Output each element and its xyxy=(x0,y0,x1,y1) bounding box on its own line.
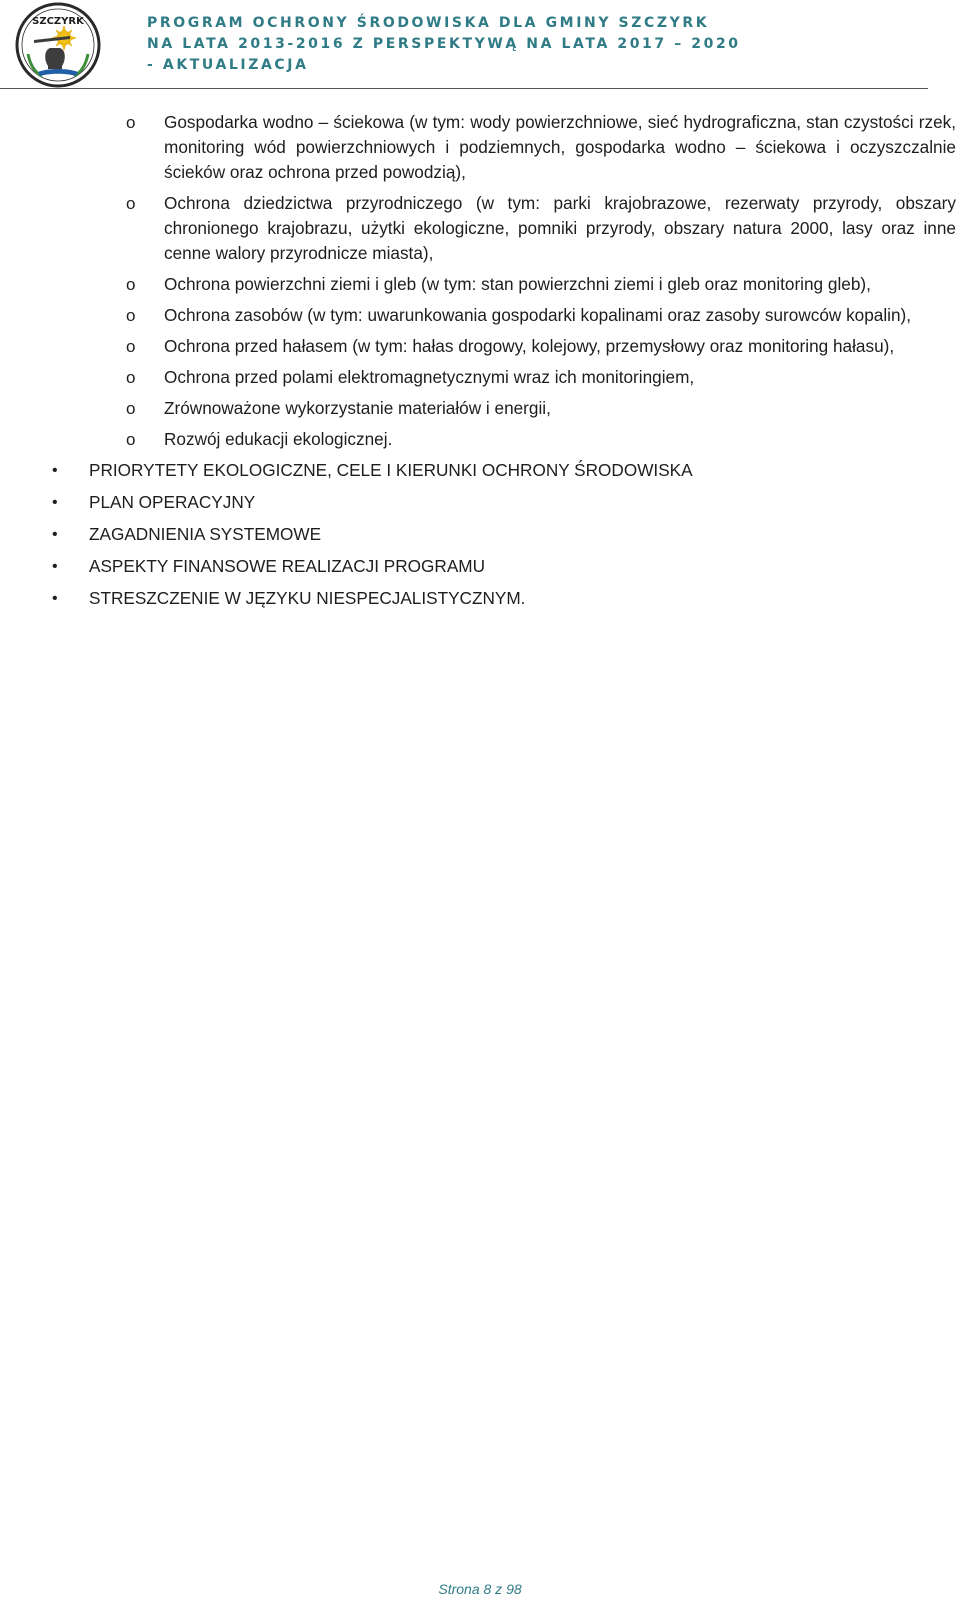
circle-bullet-icon: o xyxy=(126,306,136,325)
list-item-text: Ochrona przed polami elektromagnetycznymi wraz ich monitoringiem, xyxy=(164,367,695,387)
list-item xyxy=(0,365,956,390)
list-item-text: ZAGADNIENIA SYSTEMOWE xyxy=(89,524,322,544)
document-title xyxy=(147,13,741,76)
list-item xyxy=(0,458,960,483)
main-bullet-list xyxy=(0,458,960,611)
list-item xyxy=(0,396,956,421)
list-item-text: PLAN OPERACYJNY xyxy=(89,492,256,512)
list-item xyxy=(0,191,956,266)
page-number: Strona 8 z 98 xyxy=(438,1581,522,1597)
title-line-1: PROGRAM OCHRONY ŚRODOWISKA DLA GMINY SZCZYRK xyxy=(147,15,710,31)
logo-text: SZCZYRK xyxy=(32,16,84,27)
title-line-3: - AKTUALIZACJA xyxy=(147,57,309,73)
header-divider xyxy=(0,88,928,89)
circle-bullet-icon: o xyxy=(126,113,136,132)
list-item-text: Zrównoważone wykorzystanie materiałów i energii, xyxy=(164,398,551,418)
list-item-text: Rozwój edukacji ekologicznej. xyxy=(164,429,393,449)
list-item xyxy=(0,427,956,452)
circle-bullet-icon: o xyxy=(126,275,136,294)
dot-bullet-icon: • xyxy=(52,526,58,543)
dot-bullet-icon: • xyxy=(52,462,58,479)
list-item xyxy=(0,272,956,297)
circle-bullet-icon: o xyxy=(126,368,136,387)
list-item xyxy=(0,554,960,579)
list-item-text: Gospodarka wodno – ściekowa (w tym: wody powierzchniowe, sieć hydrograficzna, stan czystości rzek, monitoring wód powierzchniowych i podziemnych, gospodarka wodno – ściekowa i oczyszczalnie ścieków oraz ochrona przed powodzią), xyxy=(164,112,956,182)
list-item xyxy=(0,586,960,611)
circle-bullet-icon: o xyxy=(126,337,136,356)
dot-bullet-icon: • xyxy=(52,590,58,607)
list-item xyxy=(0,334,956,359)
list-item-text: PRIORYTETY EKOLOGICZNE, CELE I KIERUNKI OCHRONY ŚRODOWISKA xyxy=(89,460,693,480)
list-item-text: Ochrona powierzchni ziemi i gleb (w tym: stan powierzchni ziemi i gleb oraz monitoring gleb), xyxy=(164,274,871,294)
dot-bullet-icon: • xyxy=(52,558,58,575)
page-header xyxy=(0,0,960,90)
list-item-text: STRESZCZENIE W JĘZYKU NIESPECJALISTYCZNYM. xyxy=(89,588,526,608)
circle-bullet-icon: o xyxy=(126,194,136,213)
document-body xyxy=(0,110,960,618)
circle-bullet-icon: o xyxy=(126,430,136,449)
list-item xyxy=(0,522,960,547)
dot-bullet-icon: • xyxy=(52,494,58,511)
circle-bullet-icon: o xyxy=(126,399,136,418)
list-item xyxy=(0,110,956,185)
title-line-2: NA LATA 2013-2016 Z PERSPEKTYWĄ NA LATA 2017 – 2020 xyxy=(147,36,741,52)
szczyrk-logo xyxy=(14,2,102,88)
list-item xyxy=(0,490,960,515)
sub-bullet-list xyxy=(0,110,960,452)
list-item-text: Ochrona przed hałasem (w tym: hałas drogowy, kolejowy, przemysłowy oraz monitoring hałasu), xyxy=(164,336,895,356)
list-item-text: Ochrona dziedzictwa przyrodniczego (w tym: parki krajobrazowe, rezerwaty przyrody, obszary chronionego krajobrazu, użytki ekologiczne, pomniki przyrody, obszary natura 2000, lasy oraz inne cenne walory przyrodnicze miasta), xyxy=(164,193,956,263)
list-item-text: ASPEKTY FINANSOWE REALIZACJI PROGRAMU xyxy=(89,556,486,576)
list-item xyxy=(0,303,956,328)
list-item-text: Ochrona zasobów (w tym: uwarunkowania gospodarki kopalinami oraz zasoby surowców kopalin), xyxy=(164,305,912,325)
